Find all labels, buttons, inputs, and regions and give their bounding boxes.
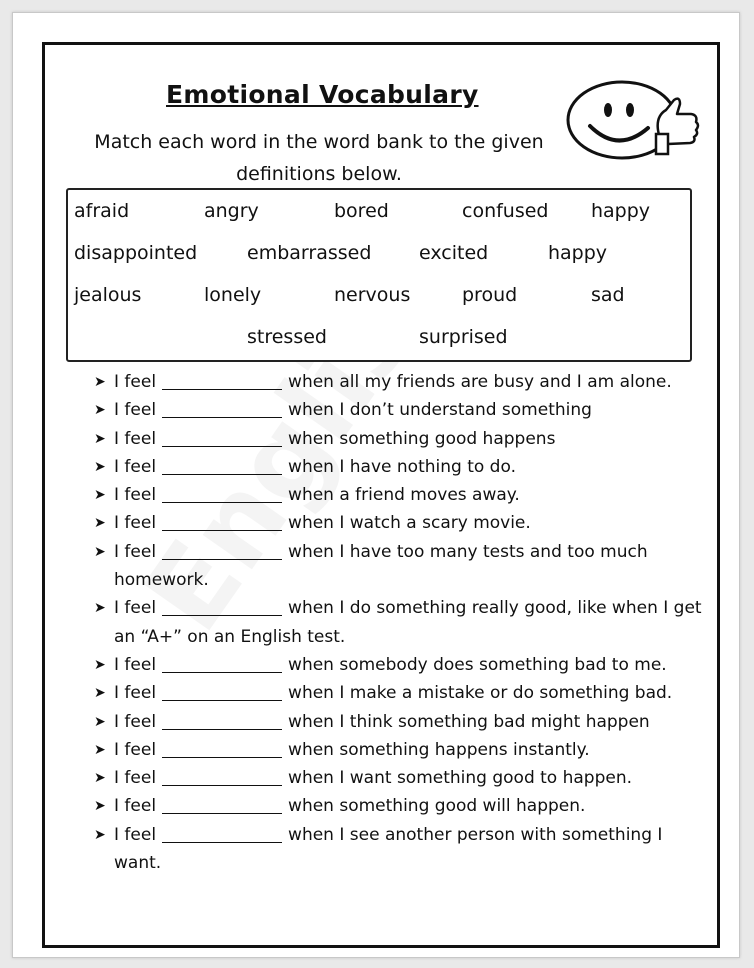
word-bank — [66, 188, 692, 362]
word-bank-word: jealous — [74, 284, 142, 306]
item-text: when something good happens — [288, 428, 556, 449]
word-bank-word: afraid — [74, 200, 130, 222]
list-item — [94, 509, 704, 537]
arrow-bullet-icon: ➤ — [94, 374, 106, 390]
item-text: when I see another person with something I want. — [114, 824, 663, 874]
word-bank-word: surprised — [419, 326, 508, 348]
answer-blank[interactable] — [162, 796, 282, 814]
item-text: when I watch a scary movie. — [288, 513, 531, 534]
word-bank-word: happy — [591, 200, 651, 222]
list-item — [94, 679, 704, 707]
item-prefix: I feel — [114, 513, 157, 534]
arrow-bullet-icon: ➤ — [94, 543, 106, 560]
arrow-bullet-icon: ➤ — [94, 798, 106, 815]
word-bank-word: nervous — [334, 284, 411, 306]
arrow-bullet-icon: ➤ — [94, 430, 106, 447]
list-item — [94, 594, 704, 651]
item-text: when I have nothing to do. — [288, 456, 516, 477]
answer-blank[interactable] — [162, 768, 282, 786]
word-bank-word: angry — [204, 200, 259, 222]
item-text: when I want something good to happen. — [288, 768, 633, 789]
item-text: when somebody does something bad to me. — [288, 654, 667, 675]
item-prefix: I feel — [114, 739, 157, 760]
list-item — [94, 538, 704, 595]
item-text: when I do something really good, like when I get an “A+” on an English test. — [114, 598, 702, 647]
arrow-bullet-icon: ➤ — [94, 515, 106, 532]
list-item — [94, 481, 704, 509]
item-prefix: I feel — [114, 372, 157, 392]
item-text: when something good will happen. — [288, 796, 586, 817]
word-bank-word: lonely — [204, 284, 262, 306]
answer-blank[interactable] — [162, 740, 282, 758]
answer-blank[interactable] — [162, 457, 282, 475]
list-item — [94, 453, 704, 481]
answer-blank[interactable] — [162, 513, 282, 531]
arrow-bullet-icon: ➤ — [94, 487, 106, 504]
smiley-thumbs-up-icon — [560, 74, 710, 174]
list-item — [94, 792, 704, 820]
item-text: when a friend moves away. — [288, 485, 520, 506]
list-item — [94, 708, 704, 736]
arrow-bullet-icon: ➤ — [94, 770, 106, 787]
answer-blank[interactable] — [162, 429, 282, 447]
list-item — [94, 368, 704, 396]
answer-blank[interactable] — [162, 542, 282, 560]
item-prefix: I feel — [114, 400, 157, 421]
item-text: when all my friends are busy and I am alone. — [288, 372, 672, 392]
sentence-list — [94, 368, 704, 877]
item-prefix: I feel — [114, 768, 157, 789]
item-prefix: I feel — [114, 824, 157, 845]
word-bank-word: disappointed — [74, 242, 198, 264]
word-bank-word: stressed — [247, 326, 327, 348]
item-prefix: I feel — [114, 654, 157, 675]
list-item — [94, 396, 704, 424]
answer-blank[interactable] — [162, 372, 282, 390]
word-bank-word: sad — [591, 284, 625, 306]
item-text: when I think something bad might happen — [288, 711, 650, 732]
arrow-bullet-icon: ➤ — [94, 402, 106, 419]
item-prefix: I feel — [114, 541, 157, 562]
arrow-bullet-icon: ➤ — [94, 685, 106, 702]
instructions: Match each word in the word bank to the given definitions below. — [94, 131, 544, 185]
answer-blank[interactable] — [162, 598, 282, 616]
item-prefix: I feel — [114, 683, 157, 704]
answer-blank[interactable] — [162, 825, 282, 843]
answer-blank[interactable] — [162, 712, 282, 730]
item-prefix: I feel — [114, 796, 157, 817]
list-item — [94, 736, 704, 764]
answer-blank[interactable] — [162, 655, 282, 673]
arrow-bullet-icon: ➤ — [94, 600, 106, 617]
item-text: when I don’t understand something — [288, 400, 592, 421]
list-item — [94, 764, 704, 792]
word-bank-word: proud — [462, 284, 518, 306]
answer-blank[interactable] — [162, 400, 282, 418]
item-prefix: I feel — [114, 485, 157, 506]
word-bank-word: excited — [419, 242, 489, 264]
arrow-bullet-icon: ➤ — [94, 713, 106, 730]
arrow-bullet-icon: ➤ — [94, 826, 106, 843]
item-prefix: I feel — [114, 598, 157, 619]
arrow-bullet-icon: ➤ — [94, 656, 106, 673]
item-prefix: I feel — [114, 456, 157, 477]
page-title: Emotional Vocabulary — [166, 80, 479, 109]
word-bank-word: happy — [548, 242, 608, 264]
item-text: when I have too many tests and too much homework. — [114, 541, 648, 591]
list-item — [94, 821, 704, 878]
word-bank-word: bored — [334, 200, 389, 222]
item-text: when I make a mistake or do something bad. — [288, 683, 673, 704]
word-bank-word: embarrassed — [247, 242, 372, 264]
item-prefix: I feel — [114, 428, 157, 449]
answer-blank[interactable] — [162, 683, 282, 701]
list-item — [94, 425, 704, 453]
list-item — [94, 651, 704, 679]
arrow-bullet-icon: ➤ — [94, 741, 106, 758]
arrow-bullet-icon: ➤ — [94, 458, 106, 475]
item-prefix: I feel — [114, 711, 157, 732]
word-bank-word: confused — [462, 200, 549, 222]
answer-blank[interactable] — [162, 485, 282, 503]
item-text: when something happens instantly. — [288, 739, 590, 760]
